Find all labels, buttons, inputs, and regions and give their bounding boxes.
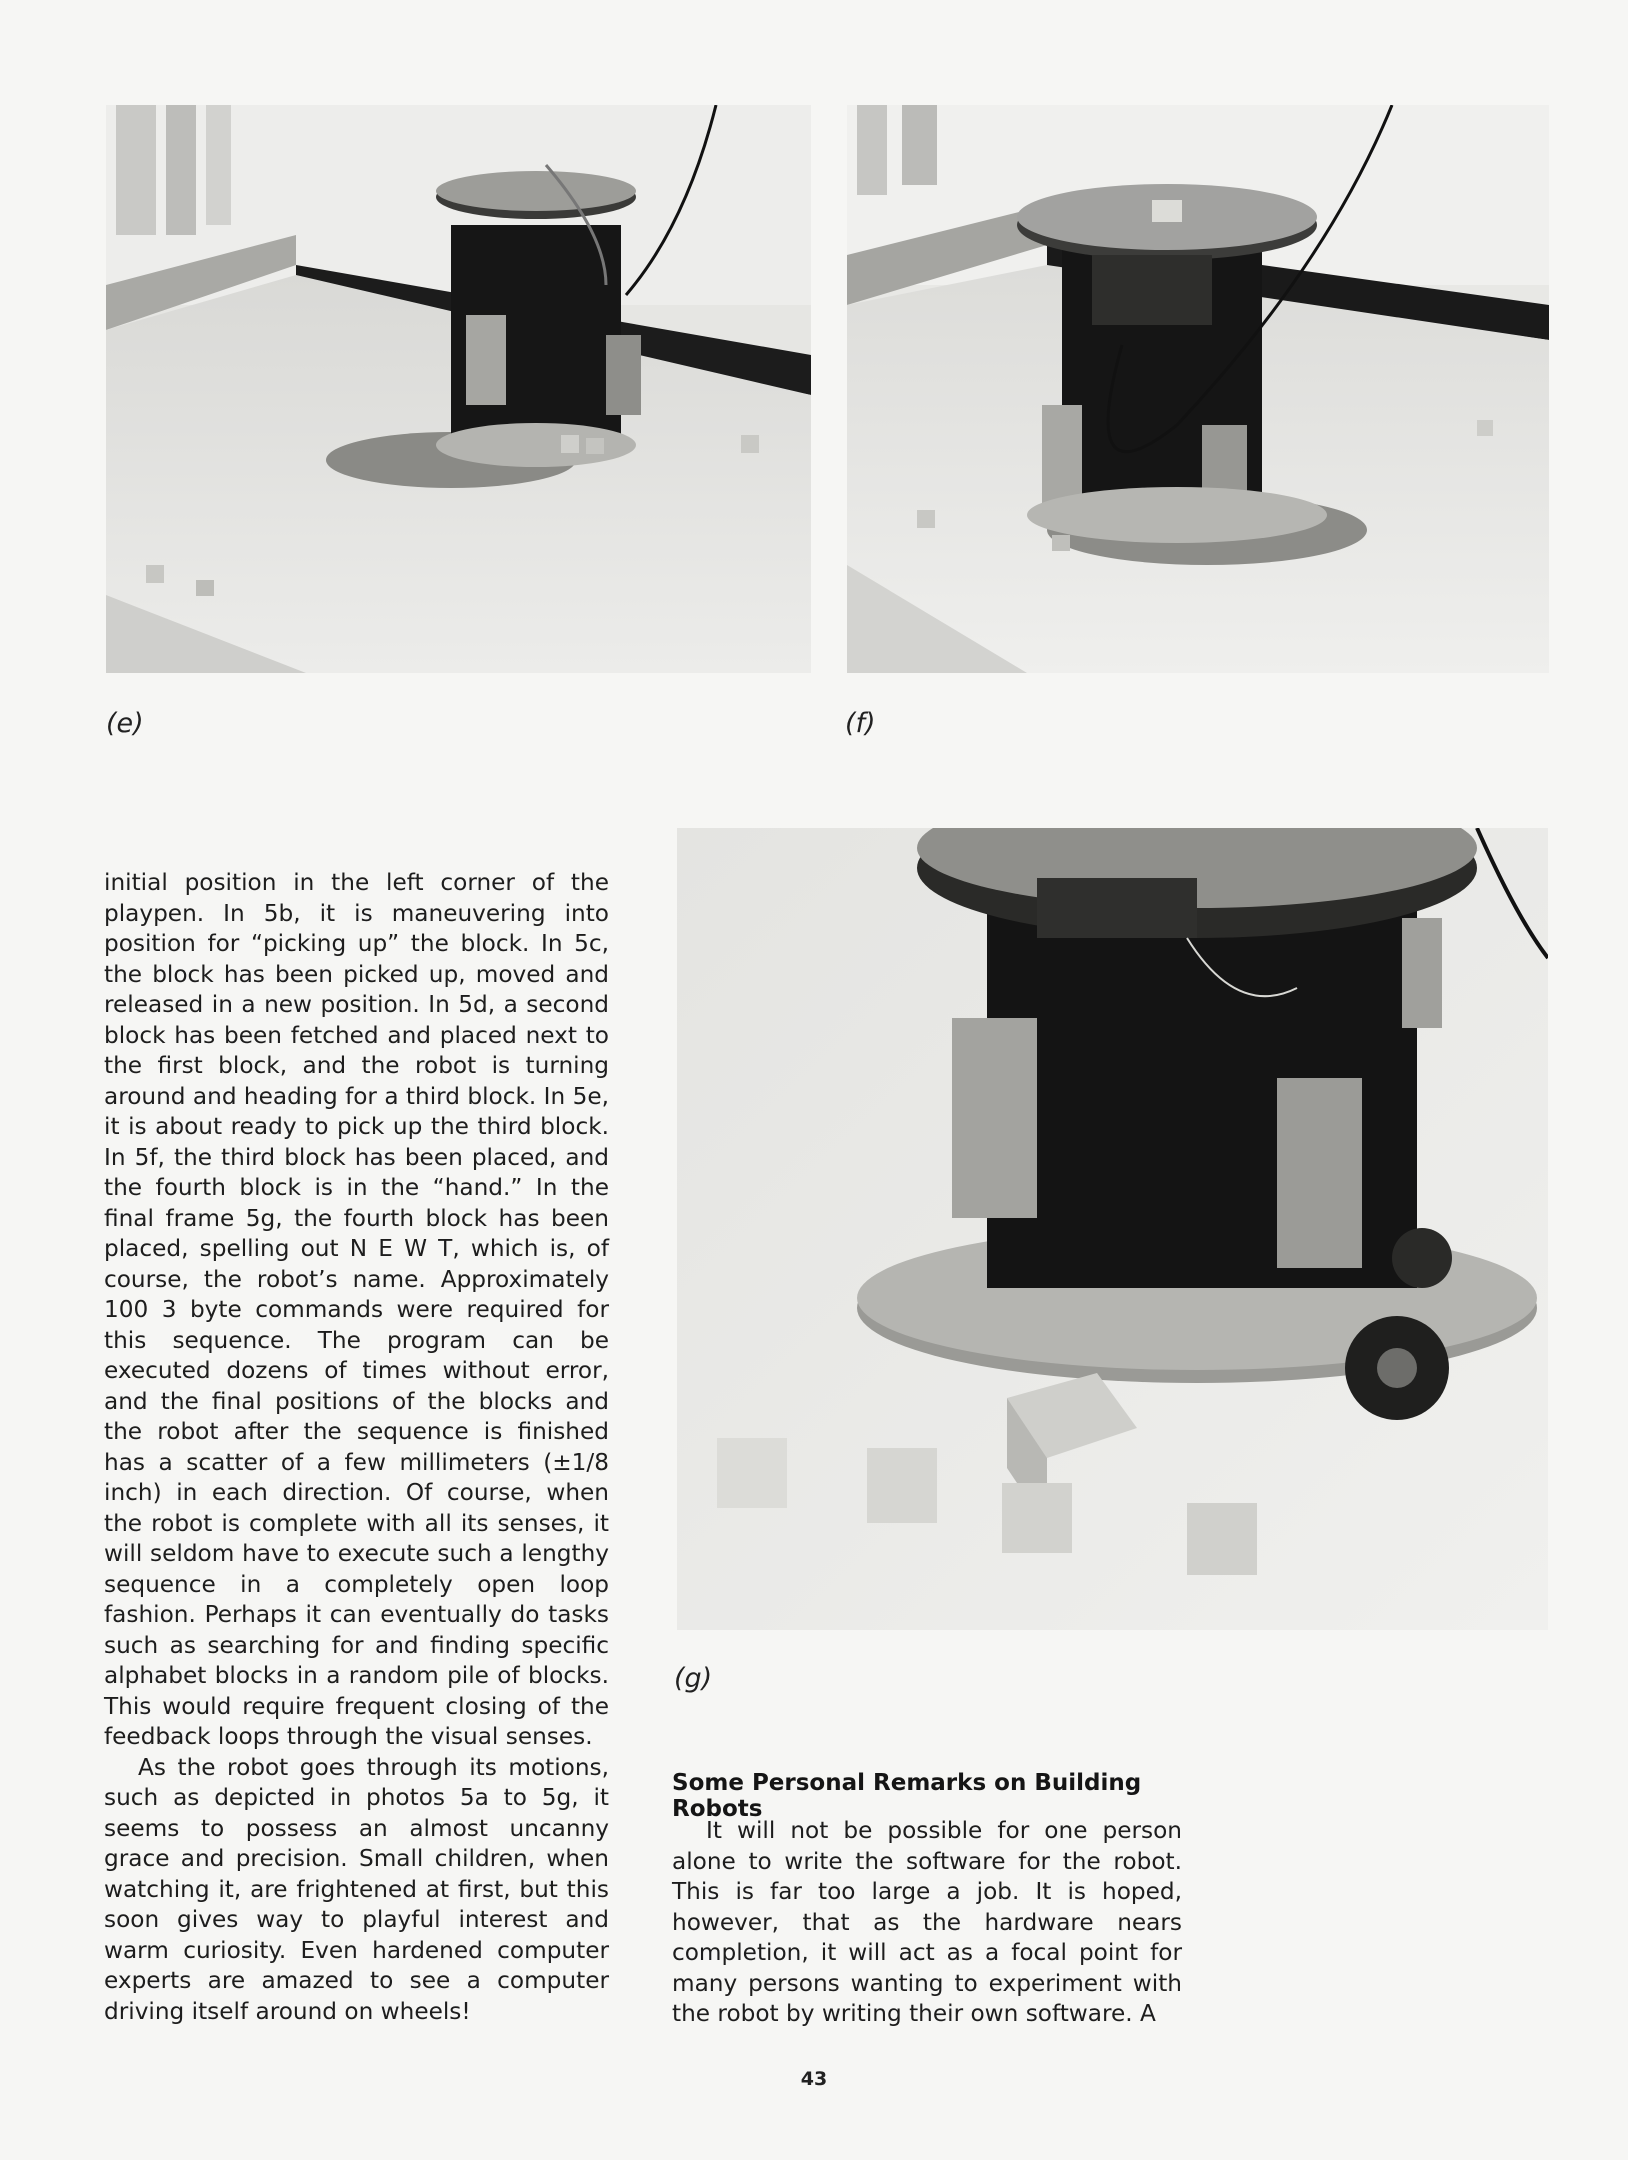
caption-f: (f) [845, 708, 876, 739]
photo-f-image [847, 105, 1549, 673]
right-paragraph-1: It will not be possible for one person alone to write the software for the robot. This is far too large a job. It is hoped, however, that as the hardware nears completion, it will act as a focal point for many persons wanting to experiment with the robot by writing their own software. A [672, 1817, 1182, 2027]
page-number: 43 [800, 2068, 828, 2090]
left-paragraph-1: initial position in the left corner of the playpen. In 5b, it is maneuvering into position for “picking up” the block. In 5c, the block has been picked up, moved and released in a new position. In 5d, a second block has been fetched and placed next to the first block, and the robot is turning around and heading for a third block. In 5e, it is about ready to pick up the third block. In 5f, the third block has been placed, and the fourth block is in the “hand.” In the final frame 5g, the fourth block has been placed, spelling out N E W T, which is, of course, the robot’s name. Approximately 100 3 byte commands were required for this sequence. The program can be executed dozens of times without error, and the final positions of the blocks and the robot after the sequence is finished has a scatter of a few millimeters (±1/8 inch) in each direction. Of course, when the robot is complete with all its senses, it will seldom have to execute such a lengthy sequence in a completely open loop fashion. Perhaps it can eventually do tasks such as searching for and finding specific alphabet blocks in a random pile of blocks. This would require frequent closing of the feedback loops through the visual senses. [104, 869, 609, 1750]
photo-e-image [106, 105, 811, 673]
photo-g-image [677, 828, 1548, 1630]
right-text-column [672, 1816, 1182, 2030]
photo-g-newt-blocks-placed [677, 828, 1548, 1630]
left-text-column [104, 868, 609, 2027]
photo-f-robot-holding-block [847, 105, 1549, 673]
section-heading: Some Personal Remarks on Building Robots [672, 1770, 1142, 1822]
photo-e-robot-picking-block [106, 105, 811, 673]
caption-g: (g) [674, 1663, 713, 1694]
left-paragraph-2: As the robot goes through its motions, such as depicted in photos 5a to 5g, it seems to possess an almost uncanny grace and precision. Small children, when watching it, are frightened at first, but this soon gives way to playful interest and warm curiosity. Even hardened computer experts are amazed to see a computer driving itself around on wheels! [104, 1753, 609, 2025]
caption-e: (e) [106, 708, 144, 739]
